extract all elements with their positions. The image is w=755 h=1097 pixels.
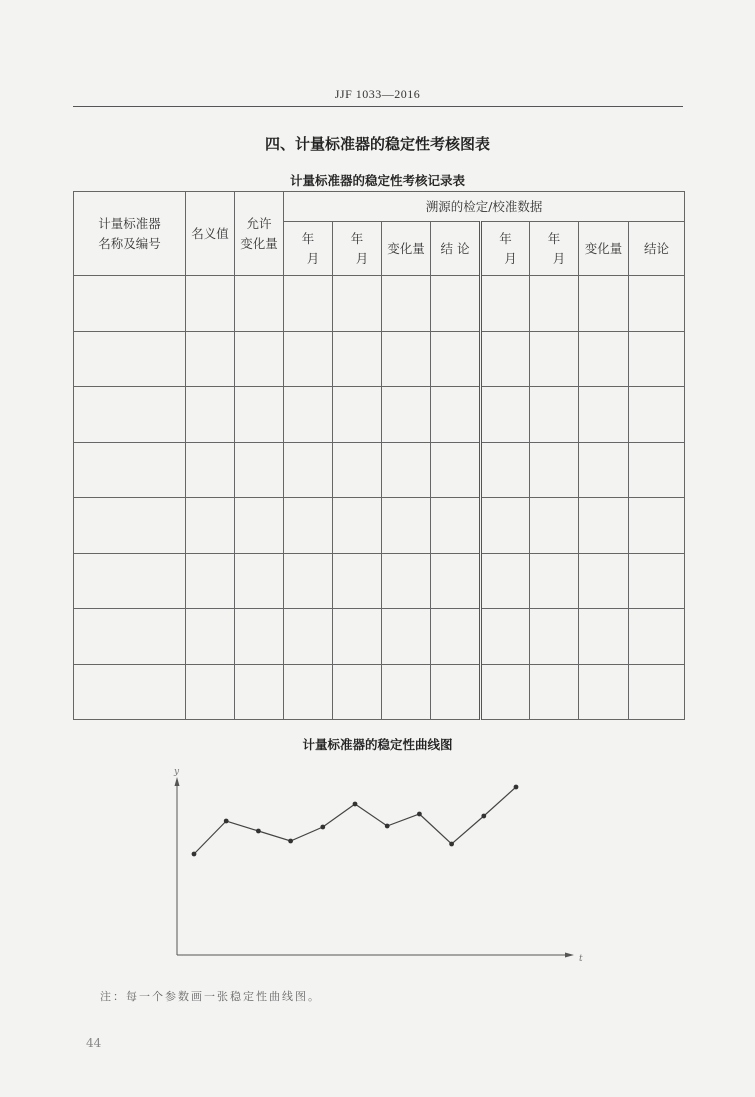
page-number: 44 bbox=[86, 1036, 102, 1050]
table-cell bbox=[235, 387, 284, 443]
chart-title: 计量标准器的稳定性曲线图 bbox=[302, 737, 453, 752]
data-point bbox=[417, 812, 422, 817]
table-cell bbox=[481, 331, 530, 387]
header-allowed-change bbox=[235, 192, 284, 276]
subheader-month-3: 月 bbox=[504, 250, 517, 266]
table-row bbox=[74, 387, 685, 443]
table-cell bbox=[382, 331, 431, 387]
table-cell bbox=[333, 664, 382, 720]
table-cell bbox=[235, 498, 284, 554]
table-cell bbox=[629, 331, 685, 387]
table-cell bbox=[579, 331, 629, 387]
table-cell bbox=[235, 609, 284, 665]
table-cell bbox=[333, 442, 382, 498]
table-row bbox=[74, 609, 685, 665]
table-cell bbox=[481, 664, 530, 720]
table-cell bbox=[481, 553, 530, 609]
subheader-date-2 bbox=[333, 222, 382, 276]
section-title: 四、计量标准器的稳定性考核图表 bbox=[264, 135, 490, 153]
header-standard-name-line2: 名称及编号 bbox=[98, 235, 161, 251]
stability-record-table bbox=[73, 191, 685, 720]
table-cell bbox=[629, 553, 685, 609]
table-cell bbox=[284, 387, 333, 443]
table-cell bbox=[284, 498, 333, 554]
table-cell bbox=[382, 609, 431, 665]
table-cell bbox=[530, 442, 579, 498]
table-cell bbox=[579, 609, 629, 665]
data-point bbox=[353, 802, 358, 807]
subheader-date-3 bbox=[481, 222, 530, 276]
data-point bbox=[481, 814, 486, 819]
document-header-code: JJF 1033—2016 bbox=[334, 87, 421, 101]
table-cell bbox=[333, 331, 382, 387]
table-cell bbox=[186, 276, 235, 332]
table-cell bbox=[530, 276, 579, 332]
table-cell bbox=[284, 442, 333, 498]
table-cell bbox=[579, 442, 629, 498]
table-cell bbox=[186, 331, 235, 387]
data-point bbox=[288, 839, 293, 844]
table-cell bbox=[579, 664, 629, 720]
table-cell bbox=[431, 609, 481, 665]
footnote: 注：每一个参数画一张稳定性曲线图。 bbox=[100, 990, 321, 1003]
table-cell bbox=[629, 498, 685, 554]
table-cell bbox=[333, 553, 382, 609]
table-cell bbox=[530, 331, 579, 387]
table-cell bbox=[530, 387, 579, 443]
x-axis-arrow bbox=[565, 953, 574, 958]
subheader-month-2: 月 bbox=[355, 250, 369, 266]
table-cell bbox=[235, 553, 284, 609]
table-cell bbox=[333, 276, 382, 332]
table-cell bbox=[579, 387, 629, 443]
table-body bbox=[74, 276, 685, 720]
data-point bbox=[385, 824, 390, 829]
table-cell bbox=[284, 553, 333, 609]
table-cell bbox=[235, 331, 284, 387]
table-cell bbox=[629, 387, 685, 443]
table-cell bbox=[186, 442, 235, 498]
header-standard-name bbox=[74, 192, 186, 276]
table-cell bbox=[382, 387, 431, 443]
table-cell bbox=[235, 664, 284, 720]
table-row bbox=[74, 498, 685, 554]
data-point bbox=[192, 852, 197, 857]
subheader-change-1: 变化量 bbox=[382, 222, 431, 276]
stability-line-chart bbox=[160, 765, 590, 970]
table-cell bbox=[235, 442, 284, 498]
table-cell bbox=[333, 609, 382, 665]
table-cell bbox=[186, 387, 235, 443]
table-cell bbox=[629, 609, 685, 665]
table-cell bbox=[382, 442, 431, 498]
data-point bbox=[514, 785, 519, 790]
y-axis-label: y bbox=[174, 767, 180, 777]
table-cell bbox=[481, 387, 530, 443]
subheader-month-1: 月 bbox=[306, 250, 320, 266]
table-cell bbox=[284, 609, 333, 665]
table-cell bbox=[530, 664, 579, 720]
table-cell bbox=[186, 553, 235, 609]
subheader-date-1 bbox=[284, 222, 333, 276]
subheader-change-2: 变化量 bbox=[579, 222, 629, 276]
table-row bbox=[74, 442, 685, 498]
table-cell bbox=[333, 387, 382, 443]
data-point bbox=[449, 842, 454, 847]
table-cell bbox=[186, 609, 235, 665]
table-cell bbox=[74, 442, 186, 498]
table-cell bbox=[431, 387, 481, 443]
table-cell bbox=[235, 276, 284, 332]
table-cell bbox=[431, 664, 481, 720]
table-cell bbox=[629, 442, 685, 498]
subheader-month-4: 月 bbox=[552, 250, 566, 266]
table-cell bbox=[431, 276, 481, 332]
table-cell bbox=[530, 498, 579, 554]
table-cell bbox=[74, 553, 186, 609]
header-nominal-value: 名义值 bbox=[186, 192, 235, 276]
table-cell bbox=[629, 664, 685, 720]
table-cell bbox=[579, 553, 629, 609]
table-cell bbox=[284, 331, 333, 387]
table-cell bbox=[530, 609, 579, 665]
table-cell bbox=[382, 664, 431, 720]
y-axis-arrow bbox=[175, 777, 180, 786]
table-cell bbox=[481, 442, 530, 498]
header-standard-name-line1: 计量标准器 bbox=[98, 215, 161, 231]
table-cell bbox=[186, 498, 235, 554]
table-cell bbox=[481, 609, 530, 665]
data-point bbox=[224, 819, 229, 824]
table-cell bbox=[382, 276, 431, 332]
subheader-year-3: 年 bbox=[499, 230, 512, 246]
table-cell bbox=[431, 553, 481, 609]
subheader-conclusion-2: 结论 bbox=[629, 222, 685, 276]
subheader-year-2: 年 bbox=[350, 230, 364, 246]
table-cell bbox=[74, 609, 186, 665]
table-cell bbox=[382, 498, 431, 554]
table-cell bbox=[629, 276, 685, 332]
table-title: 计量标准器的稳定性考核记录表 bbox=[289, 173, 465, 188]
table-row bbox=[74, 664, 685, 720]
table-cell bbox=[579, 276, 629, 332]
table-cell bbox=[284, 664, 333, 720]
table-cell bbox=[74, 498, 186, 554]
subheader-year-1: 年 bbox=[301, 230, 315, 246]
table-row bbox=[74, 553, 685, 609]
table-cell bbox=[333, 498, 382, 554]
table-cell bbox=[431, 331, 481, 387]
table-row bbox=[74, 276, 685, 332]
table-cell bbox=[431, 442, 481, 498]
data-point bbox=[256, 829, 261, 834]
table-row bbox=[74, 331, 685, 387]
table-cell bbox=[481, 276, 530, 332]
table-cell bbox=[74, 387, 186, 443]
header-allowed-change-line1: 允许 bbox=[246, 215, 272, 231]
header-allowed-change-line2: 变化量 bbox=[240, 235, 278, 251]
x-axis-label: t bbox=[579, 954, 583, 964]
subheader-conclusion-1: 结 论 bbox=[431, 222, 481, 276]
table-cell bbox=[74, 276, 186, 332]
series-line bbox=[194, 787, 516, 854]
table-cell bbox=[530, 553, 579, 609]
subheader-date-4 bbox=[530, 222, 579, 276]
subheader-year-4: 年 bbox=[547, 230, 561, 246]
table-cell bbox=[579, 498, 629, 554]
series-layer bbox=[192, 785, 519, 857]
table-cell bbox=[74, 331, 186, 387]
header-traceability-data: 溯源的检定/校准数据 bbox=[284, 192, 685, 222]
data-point bbox=[320, 825, 325, 830]
table-cell bbox=[284, 276, 333, 332]
header-rule bbox=[73, 106, 683, 107]
table-cell bbox=[382, 553, 431, 609]
table-cell bbox=[481, 498, 530, 554]
table-cell bbox=[431, 498, 481, 554]
table-cell bbox=[74, 664, 186, 720]
table-cell bbox=[186, 664, 235, 720]
